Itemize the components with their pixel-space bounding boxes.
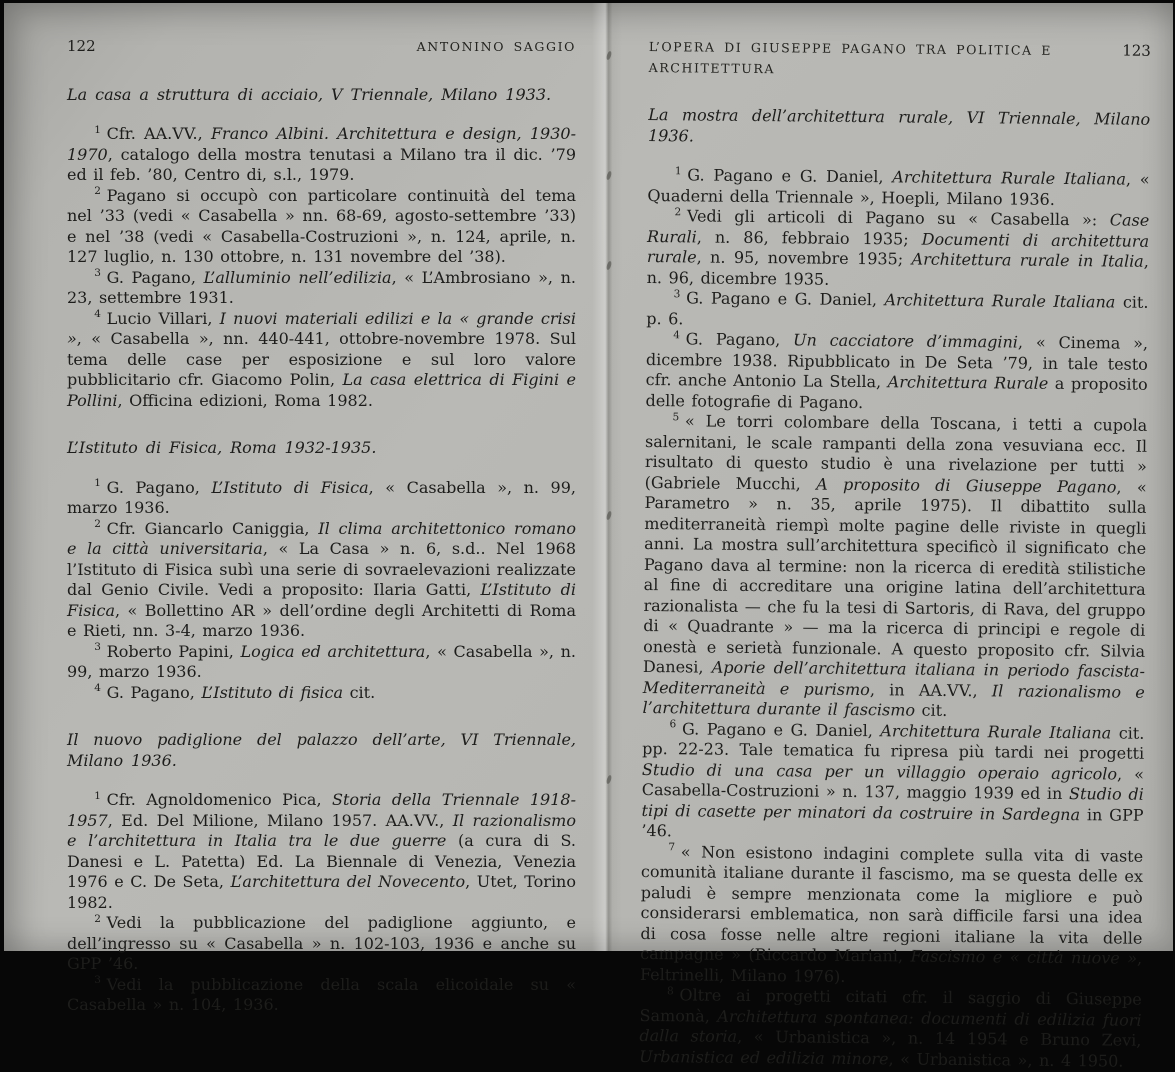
footnote-text: cit. — [914, 700, 948, 720]
footnote-text: Pagano si occupò con particolare continuità del tema nel ’33 (vedi « Casabella » nn. 68-69, agosto-settembre ’33) e nel ’38 (vedi « Casabella-Costruzioni », n. 124, aprile, n. 127 luglio, n. 130 ottobre, n. 131 novembre del ’38). — [67, 185, 576, 266]
footnote-number: 2 — [94, 912, 101, 925]
footnote — [67, 268, 576, 309]
work-title: Architettura Rurale Italiana — [884, 290, 1116, 312]
work-title: Un cacciatore d’immagini — [793, 330, 1019, 352]
footnote — [639, 985, 1142, 1072]
work-title: Case Rurali — [646, 210, 1150, 246]
footnote-text: G. Pagano, — [106, 682, 202, 702]
footnote-text: Vedi la pubblicazione della scala elicoidale su « Casabella » n. 104, 1936. — [67, 974, 576, 1014]
footnote — [645, 329, 1148, 416]
note-section — [67, 438, 576, 703]
running-head-left: ANTONINO SAGGIO — [416, 39, 576, 54]
work-title: Il clima architettonico romano e la città universitaria — [67, 518, 576, 558]
footnote-text: Vedi gli articoli di Pagano su « Casabella »: — [686, 206, 1110, 230]
footnote-text: , Utet, Torino 1982. — [67, 872, 576, 912]
running-head-right: L’OPERA DI GIUSEPPE PAGANO TRA POLITICA E ARCHITETTURA — [648, 38, 1053, 76]
work-title: Logica ed architettura — [240, 641, 426, 661]
footnote — [67, 124, 576, 186]
footnote-number: 4 — [673, 328, 681, 341]
work-title: L’Istituto di Fisica — [67, 580, 576, 620]
page-left — [67, 36, 576, 1016]
footnote-text: , « La Casa » n. 6, s.d.. Nel 1968 l’Istituto di Fisica subì una serie di sovraelevazioni realizzate dal Genio Civile. Vedi a proposito: Ilaria Gatti, — [67, 539, 576, 599]
footnote — [647, 165, 1149, 211]
footnote — [67, 642, 576, 683]
footnote-text: Roberto Papini, — [106, 641, 241, 661]
work-title: L’alluminio nell’edilizia — [203, 267, 392, 287]
scanned-book-spread — [4, 3, 1173, 1071]
footnote-text: , « Urbanistica », n. 4 1950. — [888, 1048, 1124, 1071]
footnote-text: G. Pagano, — [685, 329, 794, 350]
work-title: Architettura spontanea: documenti di edilizia fuori dalla storia — [639, 1006, 1142, 1046]
work-title: L’Istituto di Fisica — [211, 477, 369, 497]
work-title: Il razionalismo e l’architettura durante il fascismo — [642, 680, 1145, 720]
page-number-right: 123 — [1122, 41, 1151, 60]
footnote — [641, 718, 1144, 846]
footnote-text: (a cura di S. Danesi e L. Patetta) Ed. La Biennale di Venezia, Venezia 1976 e C. De Seta, — [67, 831, 576, 891]
footnote-text: , in AA.VV., — [869, 679, 992, 700]
note-section — [639, 105, 1150, 1072]
section-heading: L’Istituto di Fisica, Roma 1932-1935. — [67, 438, 377, 457]
footnote — [646, 288, 1148, 334]
footnote-text: Cfr. AA.VV., — [106, 124, 211, 143]
footnote-text: , catalogo della mostra tenutasi a Milano tra il dic. ’79 ed il feb. ’80, Centro di, s.l., 1979. — [67, 144, 576, 184]
footnote-number: 3 — [94, 267, 101, 280]
footnote-text: Cfr. Agnoldomenico Pica, — [106, 790, 333, 809]
footnote-text: , « Casabella », n. 99, marzo 1936. — [67, 477, 576, 517]
footnote-number: 1 — [94, 789, 101, 802]
footnote-text: , n. 95, novembre 1935; — [696, 247, 912, 269]
footnote-text: , « Parametro » n. 35, aprile 1975). Il dibattito sulla mediterraneità riempì molte pagine delle riviste in quegli anni. La mostra sull’architettura specificò il significato che Pagano dava al termine: non la ricerca di eredità stilistiche al fine di accreditare una origine latina dell’architettura razionalista — che fu la tesi di Sartoris, di Rava, del gruppo di « Quadrante » — ma la ricerca di principi e regole di onestà e serietà funzionale. A questo proposito cfr. Silvia Danesi, — [642, 477, 1147, 677]
work-title: Urbanistica ed edilizia minore — [639, 1046, 889, 1068]
footnote-text: G. Pagano, — [106, 477, 212, 497]
footnote-text: G. Pagano e G. Daniel, — [686, 288, 885, 310]
footnote — [640, 841, 1143, 989]
section-heading: La mostra dell’architettura rurale, VI Triennale, Milano 1936. — [647, 104, 1151, 145]
work-title: Franco Albini. Architettura e design, 1930-1970 — [67, 124, 576, 164]
work-title: Studio di una casa per un villaggio operaio agricolo — [641, 759, 1118, 784]
work-title: L’Istituto di fisica — [201, 682, 344, 702]
work-title: Architettura Rurale Italiana — [880, 720, 1112, 742]
footnote-text: a proposito delle fotografie di Pagano. — [645, 373, 1148, 412]
footnote-number: 1 — [94, 477, 101, 490]
footnote — [67, 186, 576, 268]
footnote — [67, 519, 576, 642]
work-title: Fascismo e « città nuove » — [910, 946, 1138, 968]
footnote-number: 2 — [674, 205, 682, 218]
footnote — [67, 478, 576, 519]
work-title: Studio di tipi di casette per minatori da costruire in Sardegna — [641, 784, 1144, 824]
footnote-number: 8 — [666, 984, 674, 997]
page-right — [639, 36, 1151, 1072]
footnote — [67, 683, 576, 704]
work-title: Architettura Rurale — [887, 372, 1049, 393]
footnote-number: 1 — [94, 123, 101, 136]
footnote-number: 7 — [668, 841, 676, 854]
footnote-text: Oltre ai progetti citati cfr. il saggio di Giuseppe Samonà, — [639, 985, 1142, 1026]
footnote-text: , « Quaderni della Triennale », Hoepli, Milano 1936. — [647, 169, 1150, 209]
footnote-text: G. Pagano e G. Daniel, — [681, 718, 881, 740]
footnote-text: Cfr. Giancarlo Caniggia, — [106, 518, 319, 538]
footnote-number: 4 — [94, 308, 101, 321]
footnote-text: , Officina edizioni, Roma 1982. — [117, 390, 373, 410]
note-section — [67, 85, 576, 412]
footnote-text: « Non esistono indagini complete sulla vita di vaste comunità italiane durante il fascismo, ma se questa delle ex paludi è sempre menzionata come la migliore e può considerarsi emblematica, non sarà difficile farsi una idea di cosa fosse nelle altre regioni italiane la vita delle campagne » (Riccardo Mariani, — [640, 841, 1144, 966]
footnote-number: 3 — [94, 974, 101, 987]
footnote-text: cit. — [343, 682, 376, 702]
work-title: Architettura Rurale Italiana — [892, 167, 1127, 189]
work-title: La casa elettrica di Figini e Pollini — [67, 370, 576, 410]
footnote — [67, 309, 576, 412]
footnote-text: in GPP ’46. — [641, 804, 1144, 841]
footnote-number: 6 — [669, 718, 677, 731]
section-heading: La casa a struttura di acciaio, V Triennale, Milano 1933. — [67, 84, 552, 104]
footnote-text: Vedi la pubblicazione del padiglione aggiunto, e dell’ingresso su « Casabella » n. 102-103, 1936 e anche su GPP ’46. — [67, 913, 576, 973]
footnote-text: « Le torri colombare della Toscana, i tetti a cupola salernitani, le scale rampanti della zona vesuviana ecc. Il risultato di questo studio è una rivelazione per tutti » (Gabriele Mucchi, — [644, 411, 1148, 494]
work-title: Aporie dell’architettura italiana in periodo fascista-Mediterraneità e purismo — [642, 657, 1146, 699]
footnote-text: , « Urbanistica », n. 14 1954 e Bruno Zevi, — [737, 1026, 1142, 1050]
work-title: Architettura rurale in Italia — [911, 249, 1144, 271]
footnote-text: , « Cinema », dicembre 1938. Ripubblicato in De Seta ’79, in tale testo cfr. anche Antonio La Stella, — [645, 332, 1149, 392]
work-title: I nuovi materiali edilizi e la « grande crisi » — [67, 308, 576, 348]
footnote-text: , « Casabella-Costruzioni » n. 137, maggio 1939 ed in — [641, 764, 1145, 804]
work-title: A proposito di Giuseppe Pagano — [816, 474, 1117, 497]
footnote-number: 3 — [94, 641, 101, 654]
page-left-header — [67, 36, 576, 58]
footnote-text: , « Casabella », n. 99, marzo 1936. — [67, 641, 577, 681]
work-title: Storia della Triennale 1918-1957 — [67, 790, 576, 830]
footnote-text: G. Pagano, — [106, 267, 204, 287]
footnote-text: , n. 86, febbraio 1935; — [696, 226, 922, 249]
footnote-text: , « Bollettino AR » dell’ordine degli Architetti di Roma e Rieti, nn. 3-4, marzo 1936. — [67, 600, 576, 640]
binding-gutter — [592, 3, 622, 951]
footnote — [647, 206, 1150, 293]
work-title: L’architettura del Novecento — [230, 872, 466, 891]
section-heading: Il nuovo padiglione del palazzo dell’arte, VI Triennale, Milano 1936. — [67, 730, 576, 770]
footnote-text: Lucio Villari, — [106, 308, 220, 328]
note-section — [67, 730, 576, 1016]
footnote-text: , « Casabella », nn. 440-441, ottobre-novembre 1978. Sul tema delle case per esposizione e sul loro valore pubblicitario cfr. Giacomo Polin, — [67, 329, 576, 389]
page-left-body — [67, 85, 576, 1016]
footnote — [67, 790, 576, 913]
footnote-number: 4 — [94, 682, 101, 695]
footnote-number: 2 — [94, 518, 101, 531]
footnote — [67, 913, 576, 975]
footnote — [67, 975, 576, 1016]
footnote-text: cit. pp. 22-23. Tale tematica fu ripresa più tardi nei progetti — [642, 722, 1145, 763]
footnote-number: 1 — [674, 164, 682, 177]
footnote-text: cit. p. 6. — [646, 292, 1149, 328]
footnote-number: 5 — [672, 410, 680, 423]
footnote-text: G. Pagano e G. Daniel, — [687, 165, 893, 187]
footnote-text: , Ed. Del Milione, Milano 1957. AA.VV., — [107, 810, 453, 830]
footnote-number: 3 — [673, 287, 681, 300]
page-number-left: 122 — [67, 37, 96, 55]
work-title: Il razionalismo e l’architettura in Italia tra le due guerre — [67, 810, 576, 850]
work-title: Documenti di architettura rurale — [646, 229, 1150, 267]
page-right-header — [649, 36, 1151, 83]
footnote-text: , Feltrinelli, Milano 1976). — [639, 948, 1143, 986]
footnote-number: 2 — [94, 185, 101, 198]
footnote-text: , n. 96, dicembre 1935. — [646, 251, 1149, 289]
footnote — [642, 411, 1147, 723]
footnote-text: , « L’Ambrosiano », n. 23, settembre 1931. — [67, 267, 576, 307]
page-right-body — [639, 105, 1150, 1072]
